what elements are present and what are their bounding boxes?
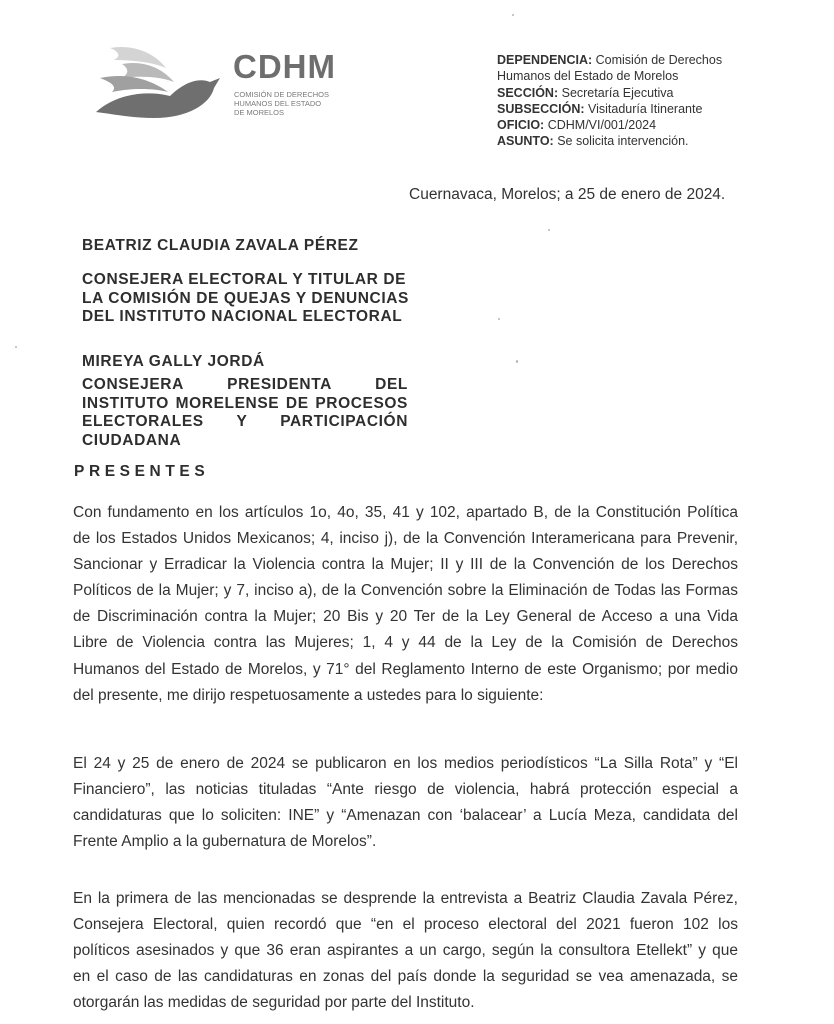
dependencia-value: Comisión de Derechos — [595, 53, 723, 67]
paragraph-line: En la primera de las mencionadas se desprende la entrevista a Beatriz Claudia Zavala Pérez, — [73, 890, 738, 907]
document-date: Cuernavaca, Morelos; a 25 de enero de 2024. — [409, 186, 726, 203]
recipient-title-line: CONSEJERA PRESIDENTA DEL — [82, 376, 408, 393]
paragraph-line: Sancionar y Erradicar la Violencia contra la Mujer; II y III de la Convención de los Derechos — [73, 556, 738, 574]
body-paragraph-3 — [73, 886, 738, 1016]
subseccion-value: Visitaduría Itinerante — [588, 101, 703, 116]
paragraph-line: Con fundamento en los artículos 1o, 4o, 35, 41 y 102, apartado B, de la Constitución Política — [73, 504, 738, 521]
recipient-1-title — [82, 271, 409, 327]
recipient-name: MIREYA GALLY JORDÁ — [82, 353, 265, 370]
dove-logo-icon — [92, 42, 232, 128]
paragraph-line: Políticos de la Mujer; y 7, inciso a), de la Convención sobre la Eliminación de Todas las Formas — [73, 582, 738, 600]
paragraph-line: Humanos del Estado de Morelos, y 71° del Reglamento Interno de este Organismo; por medio — [73, 660, 738, 678]
recipient-title-line: LA COMISIÓN DE QUEJAS Y DENUNCIAS — [82, 289, 409, 307]
logo-subtitle-line: DE MORELOS — [234, 108, 285, 117]
scan-speck — [498, 318, 500, 320]
oficio-value: CDHM/VI/001/2024 — [547, 118, 657, 133]
seccion-value: Secretaría Ejecutiva — [561, 85, 674, 100]
recipient-name: BEATRIZ CLAUDIA ZAVALA PÉREZ — [82, 237, 359, 254]
recipient-title-line: INSTITUTO MORELENSE DE PROCESOS — [82, 394, 408, 412]
paragraph-line: El 24 y 25 de enero de 2024 se publicaron en los medios periodísticos “La Silla Rota” y “El — [73, 755, 738, 772]
cdhm-logo — [92, 42, 336, 128]
subseccion-line — [497, 101, 722, 117]
paragraph-line: Consejera Electoral, quien recordó que “en el proceso electoral del 2021 fueron 102 los — [73, 916, 738, 934]
scan-speck — [516, 360, 518, 363]
logo-name: CDHM — [233, 48, 336, 85]
asunto-value: Se solicita intervención. — [557, 134, 689, 149]
scan-speck — [548, 229, 550, 231]
paragraph-line: del presente, me dirijo respetuosamente a ustedes para lo siguiente: — [73, 686, 544, 704]
document-header-info — [497, 52, 722, 150]
recipient-title-line: DEL INSTITUTO NACIONAL ELECTORAL — [82, 308, 403, 326]
asunto-line — [497, 133, 722, 149]
oficio-line — [497, 117, 722, 133]
subseccion-label: SUBSECCIÓN: — [497, 101, 585, 116]
recipient-2-name — [82, 353, 265, 372]
salutation: PRESENTES — [74, 463, 210, 480]
recipient-1-name — [82, 237, 359, 256]
paragraph-line: candidaturas que lo soliciten: INE” y “Amenazan con ‘balacear’ a Lucía Meza, candidata del — [73, 807, 738, 825]
recipient-title-line: CIUDADANA — [82, 431, 182, 449]
paragraph-line: de los Estados Unidos Mexicanos; 4, inciso j), de la Convención Interamericana para Prevenir, — [73, 530, 738, 548]
recipient-title-line: CONSEJERA ELECTORAL Y TITULAR DE — [82, 271, 407, 288]
paragraph-line: Libre de Violencia contra las Mujeres; 1, 4 y 44 de la Ley de la Comisión de Derechos — [73, 634, 738, 652]
scan-speck — [512, 14, 514, 16]
logo-subtitle — [234, 90, 334, 117]
logo-subtitle-line: HUMANOS DEL ESTADO — [234, 99, 322, 108]
oficio-label: OFICIO: — [497, 118, 545, 133]
body-paragraph-1 — [73, 500, 738, 709]
seccion-line — [497, 85, 722, 101]
dependencia-line — [497, 52, 722, 68]
paragraph-line: otorgarán las medidas de seguridad por parte del Instituto. — [73, 994, 475, 1012]
seccion-label: SECCIÓN: — [497, 85, 559, 100]
paragraph-line: de Discriminación contra la Mujer; 20 Bis y 20 Ter de la Ley General de Acceso a una Vida — [73, 608, 738, 626]
paragraph-line: Financiero”, las noticias tituladas “Ante riesgo de violencia, habrá protección especial a — [73, 781, 738, 799]
recipient-2-title — [82, 376, 408, 450]
body-paragraph-2 — [73, 751, 738, 855]
asunto-label: ASUNTO: — [497, 134, 554, 149]
dependencia-label: DEPENDENCIA: — [497, 53, 593, 67]
paragraph-line: en el caso de las candidaturas en zonas del país donde la seguridad se vea amenazada, se — [73, 968, 738, 986]
logo-subtitle-line: COMISIÓN DE DERECHOS — [234, 90, 330, 99]
paragraph-line: políticos asesinados y que 36 eran aspirantes a un cargo, según la consultora Etellekt” y que — [73, 942, 738, 960]
paragraph-line: Frente Amplio a la gubernatura de Morelos”. — [73, 833, 377, 851]
dependencia-line-2: Humanos del Estado de Morelos — [497, 69, 679, 84]
scan-speck — [15, 346, 17, 348]
recipient-title-line: ELECTORALES Y PARTICIPACIÓN — [82, 413, 408, 431]
